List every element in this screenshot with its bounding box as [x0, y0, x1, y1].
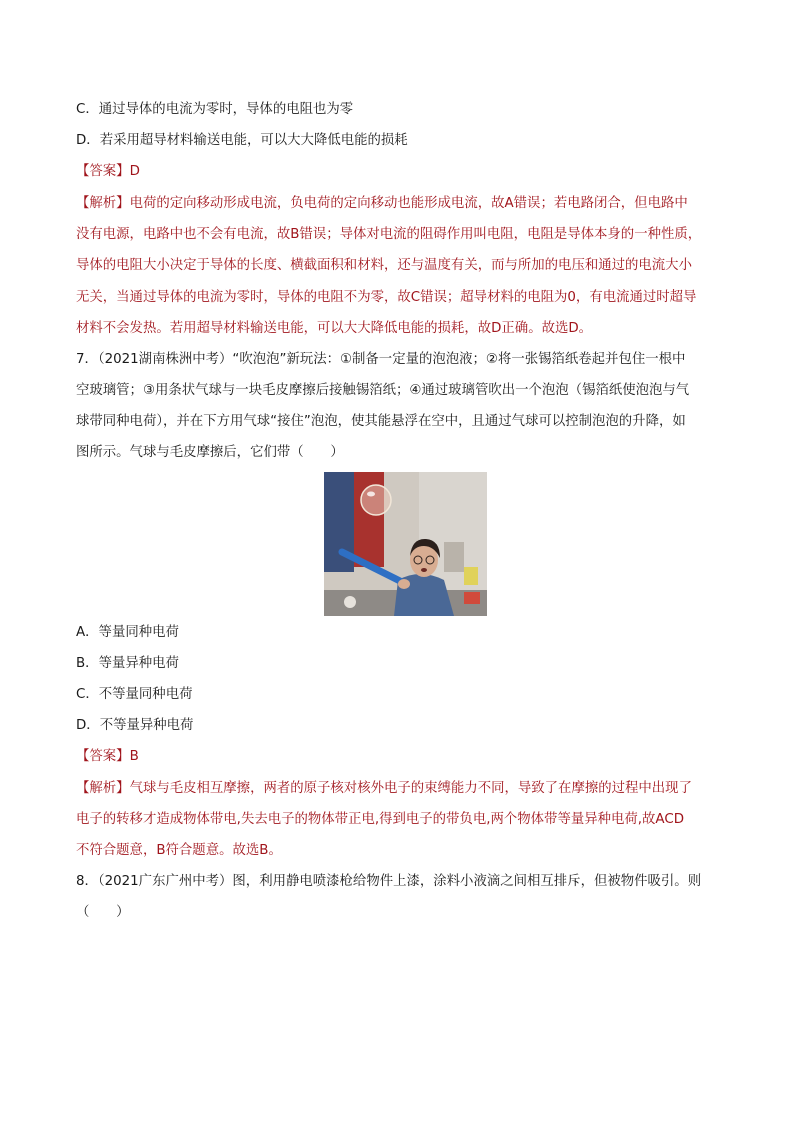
q6-analysis-line-5: 材料不会发热。若用超导材料输送电能，可以大大降低电能的损耗，故D正确。故选D。: [76, 321, 593, 336]
q7-stem-line-2: 空玻璃管；③用条状气球与一块毛皮摩擦后接触锡箔纸；④通过玻璃管吹出一个泡泡（锡箔纸使泡泡与气: [76, 383, 690, 398]
q6-analysis-line-3: 导体的电阻大小决定于导体的长度、横截面积和材料，还与温度有关，而与所加的电压和通过的电流大小: [76, 258, 692, 273]
q7-analysis-line-3: 不符合题意，B符合题意。故选B。: [76, 843, 282, 858]
analysis-tag: 【解析】: [76, 781, 130, 796]
q7-stem-line-1: 7．（2021湖南株洲中考）“吹泡泡”新玩法：①制备一定量的泡泡液；②将一张锡箔纸卷起并包住一根中: [76, 352, 686, 367]
q6-option-c: C．通过导体的电流为零时，导体的电阻也为零: [76, 102, 354, 117]
q7-stem-line-3: 球带同种电荷），并在下方用气球“接住”泡泡，使其能悬浮在空中，且通过气球可以控制泡泡的升降，如: [76, 414, 686, 429]
q6-answer: [76, 163, 140, 181]
q7-analysis-line-1: 【解析】气球与毛皮相互摩擦，两者的原子核对核外电子的束缚能力不同，导致了在摩擦的过程中出现了: [76, 781, 692, 796]
q6-option-d: D．若采用超导材料输送电能，可以大大降低电能的损耗: [76, 133, 408, 148]
q6-analysis-line-2: 没有电源，电路中也不会有电流，故B错误；导体对电流的阻碍作用叫电阻，电阻是导体本身的一种性质，: [76, 227, 702, 242]
q8-stem-line-2: （ ）: [76, 905, 130, 920]
q8-stem-line-1: 8．（2021广东广州中考）图，利用静电喷漆枪给物件上漆，涂料小液滴之间相互排斥，但被物件吸引。则: [76, 874, 702, 889]
q7-analysis-line-2: 电子的转移才造成物体带电,失去电子的物体带正电,得到电子的带负电,两个物体带等量异种电荷,故ACD: [76, 812, 685, 827]
q7-stem-line-4: 图所示。气球与毛皮摩擦后，它们带（ ）: [76, 445, 344, 460]
answer-tag: 【答案】: [76, 749, 130, 764]
q7-option-a: A．等量同种电荷: [76, 625, 179, 640]
answer-value: D: [129, 164, 140, 179]
analysis-tag: 【解析】: [76, 196, 130, 211]
q6-analysis-line-4: 无关，当通过导体的电流为零时，导体的电阻不为零，故C错误；超导材料的电阻为0，有电流通过时超导: [76, 290, 697, 305]
bubble-photo: [324, 472, 487, 616]
q7-option-c: C．不等量同种电荷: [76, 687, 193, 702]
q7-option-d: D．不等量异种电荷: [76, 718, 194, 733]
q6-analysis-line-1: 【解析】电荷的定向移动形成电流，负电荷的定向移动也能形成电流，故A错误；若电路闭合，但电路中: [76, 196, 688, 211]
q7-answer: [76, 748, 139, 766]
answer-value: B: [129, 749, 139, 764]
answer-tag: 【答案】: [76, 164, 130, 179]
q7-option-b: B．等量异种电荷: [76, 656, 179, 671]
